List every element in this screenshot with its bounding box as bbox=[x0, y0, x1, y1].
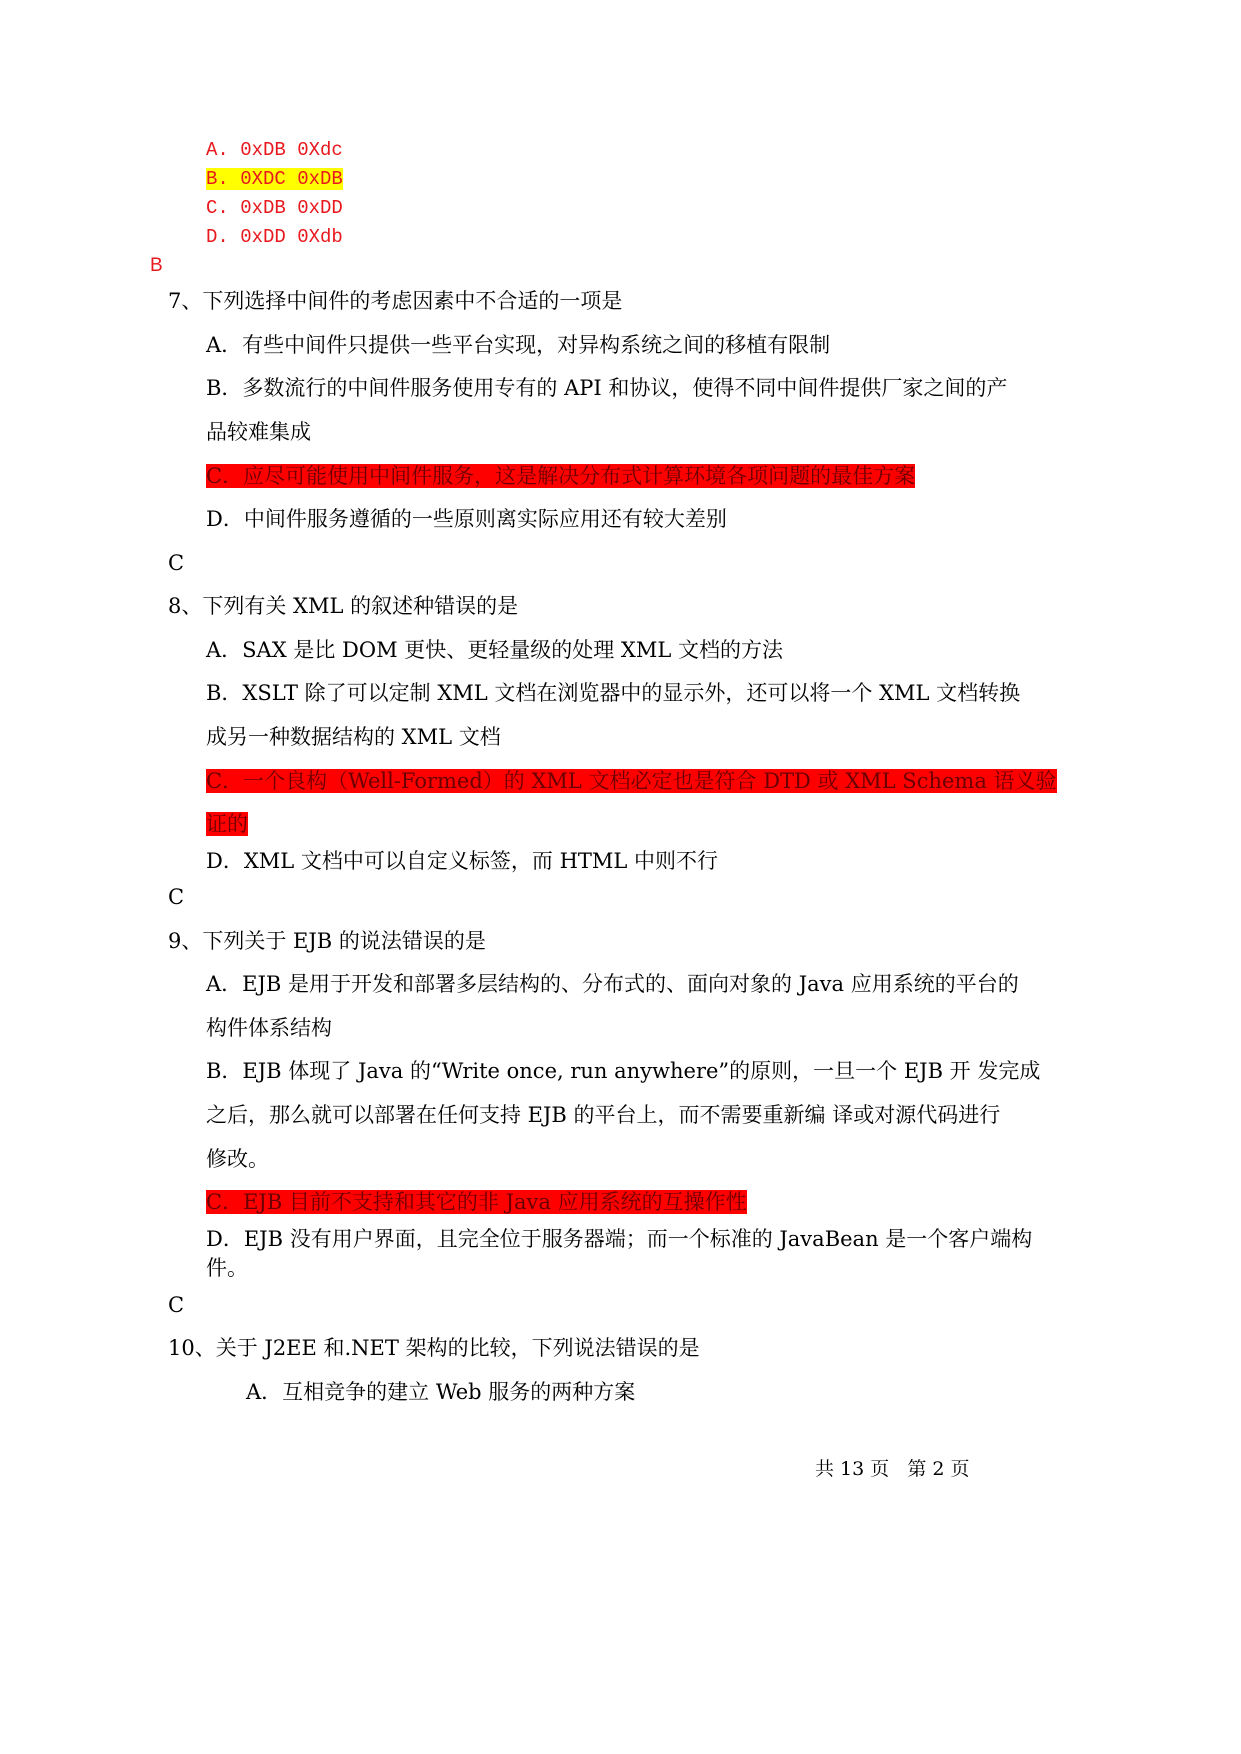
q7-stem: 7、下列选择中间件的考虑因素中不合适的一项是 bbox=[168, 289, 623, 313]
q7-option-b-line1: B．多数流行的中间件服务使用专有的 API 和协议，使得不同中间件提供厂家之间的产 bbox=[206, 376, 1008, 400]
q7-option-a: A．有些中间件只提供一些平台实现，对异构系统之间的移植有限制 bbox=[206, 333, 831, 357]
q7-answer: C bbox=[168, 551, 185, 575]
q8-option-b-line2: 成另一种数据结构的 XML 文档 bbox=[206, 725, 501, 749]
q8-option-b-line1: B．XSLT 除了可以定制 XML 文档在浏览器中的显示外，还可以将一个 XML 文档转换 bbox=[206, 681, 1021, 705]
q7-option-d: D．中间件服务遵循的一些原则离实际应用还有较大差别 bbox=[206, 507, 727, 531]
page-footer bbox=[815, 1454, 970, 1481]
q9-answer: C bbox=[168, 1293, 185, 1317]
q9-stem: 9、下列关于 EJB 的说法错误的是 bbox=[168, 929, 486, 953]
q9-option-c-highlight: C．EJB 目前不支持和其它的非 Java 应用系统的互操作性 bbox=[206, 1190, 747, 1214]
q6-option-c: C. 0xDB 0xDD bbox=[206, 197, 343, 219]
q9-option-d-line1: D．EJB 没有用户界面，且完全位于服务器端；而一个标准的 JavaBean 是一个客户端构 bbox=[206, 1227, 1033, 1251]
q7-option-c-highlight: C．应尽可能使用中间件服务，这是解决分布式计算环境各项问题的最佳方案 bbox=[206, 464, 916, 488]
q9-option-a-line1: A．EJB 是用于开发和部署多层结构的、分布式的、面向对象的 Java 应用系统的平台的 bbox=[206, 972, 1019, 996]
q6-option-a: A. 0xDB 0Xdc bbox=[206, 139, 343, 161]
q8-option-c-highlight-1: C．一个良构（Well-Formed）的 XML 文档必定也是符合 DTD 或 XML Schema 语义验 bbox=[206, 769, 1057, 793]
q6-answer: B bbox=[150, 255, 163, 276]
q8-option-c-line1 bbox=[206, 766, 1057, 796]
q8-option-c-highlight-2: 证的 bbox=[206, 812, 248, 836]
q8-option-d: D．XML 文档中可以自定义标签，而 HTML 中则不行 bbox=[206, 849, 719, 873]
q10-stem: 10、关于 J2EE 和.NET 架构的比较，下列说法错误的是 bbox=[168, 1336, 700, 1360]
q6-option-d: D. 0xDD 0Xdb bbox=[206, 226, 343, 248]
q6-option-b bbox=[206, 164, 343, 194]
q9-option-d-line2: 件。 bbox=[206, 1256, 248, 1280]
q9-option-b-line2: 之后，那么就可以部署在任何支持 EJB 的平台上，而不需要重新编 译或对源代码进行 bbox=[206, 1103, 1001, 1127]
q9-option-c bbox=[206, 1187, 747, 1217]
footer-current-page: 第 2 页 bbox=[907, 1458, 970, 1480]
q9-option-b-line1: B．EJB 体现了 Java 的“Write once, run anywhere”的原则，一旦一个 EJB 开 发完成 bbox=[206, 1059, 1041, 1083]
q9-option-a-line2: 构件体系结构 bbox=[206, 1016, 332, 1040]
q10-option-a: A．互相竞争的建立 Web 服务的两种方案 bbox=[246, 1380, 636, 1404]
q8-stem: 8、下列有关 XML 的叙述种错误的是 bbox=[168, 594, 519, 618]
q8-option-a: A．SAX 是比 DOM 更快、更轻量级的处理 XML 文档的方法 bbox=[206, 638, 783, 662]
q7-option-c bbox=[206, 461, 915, 491]
footer-total-pages: 共 13 页 bbox=[815, 1458, 890, 1480]
q6-option-b-highlight: B. 0XDC 0xDB bbox=[206, 168, 343, 190]
q8-option-c-line2 bbox=[206, 809, 248, 839]
q7-option-b-line2: 品较难集成 bbox=[206, 420, 311, 444]
q8-answer: C bbox=[168, 885, 185, 909]
q9-option-b-line3: 修改。 bbox=[206, 1147, 269, 1171]
